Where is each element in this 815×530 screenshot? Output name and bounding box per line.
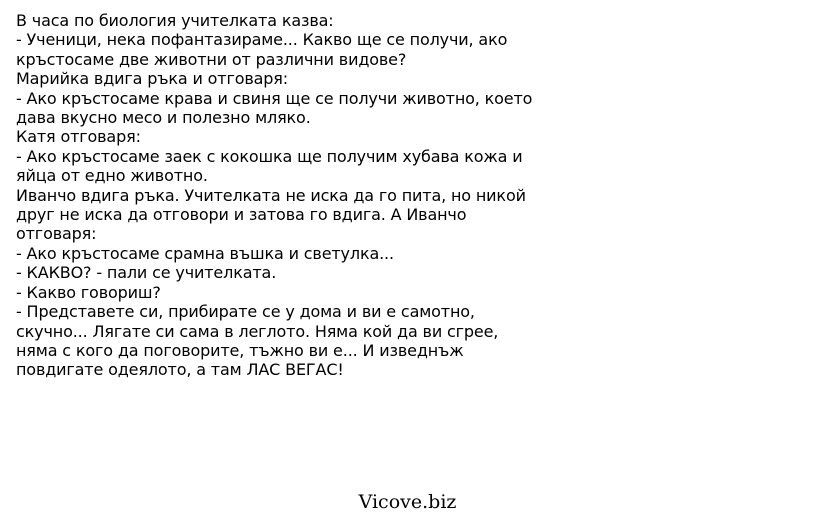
- joke-line: отговаря:: [16, 224, 97, 244]
- joke-line: - Ако кръстосаме заек с кокошка ще получим хубава кожа и: [16, 146, 523, 166]
- joke-line: скучно... Лягате си сама в леглото. Няма кой да ви сгрее,: [16, 321, 499, 341]
- joke-line: Иванчо вдига ръка. Учителката не иска да го пита, но никой: [16, 185, 526, 205]
- joke-line: кръстосаме две животни от различни видове?: [16, 49, 407, 69]
- joke-line: няма с кого да поговорите, тъжно ви е... И изведнъж: [16, 340, 464, 360]
- joke-line: - Какво говориш?: [16, 282, 161, 302]
- joke-line: - Ако кръстосаме срамна въшка и светулка...: [16, 243, 394, 263]
- joke-line: друг не иска да отговори и затова го вдига. А Иванчо: [16, 205, 467, 225]
- joke-line: В часа по биология учителката казва:: [16, 11, 334, 30]
- joke-line: - Ако кръстосаме крава и свиня ще се получи животно, което: [16, 88, 533, 108]
- joke-line: - КАКВО? - пали се учителката.: [16, 263, 277, 283]
- site-watermark: Vicove.biz: [358, 491, 457, 513]
- joke-line: дава вкусно месо и полезно мляко.: [16, 108, 311, 128]
- joke-line: яйца от едно животно.: [16, 166, 208, 186]
- joke-line: - Ученици, нека пофантазираме... Какво ще се получи, ако: [16, 30, 508, 50]
- joke-line: - Представете си, прибирате се у дома и ви е самотно,: [16, 302, 475, 322]
- joke-text: [16, 11, 596, 380]
- joke-line: повдигате одеялото, а там ЛАС ВЕГАС!: [16, 360, 344, 380]
- joke-line: Катя отговаря:: [16, 127, 141, 147]
- joke-line: Марийка вдига ръка и отговаря:: [16, 69, 289, 89]
